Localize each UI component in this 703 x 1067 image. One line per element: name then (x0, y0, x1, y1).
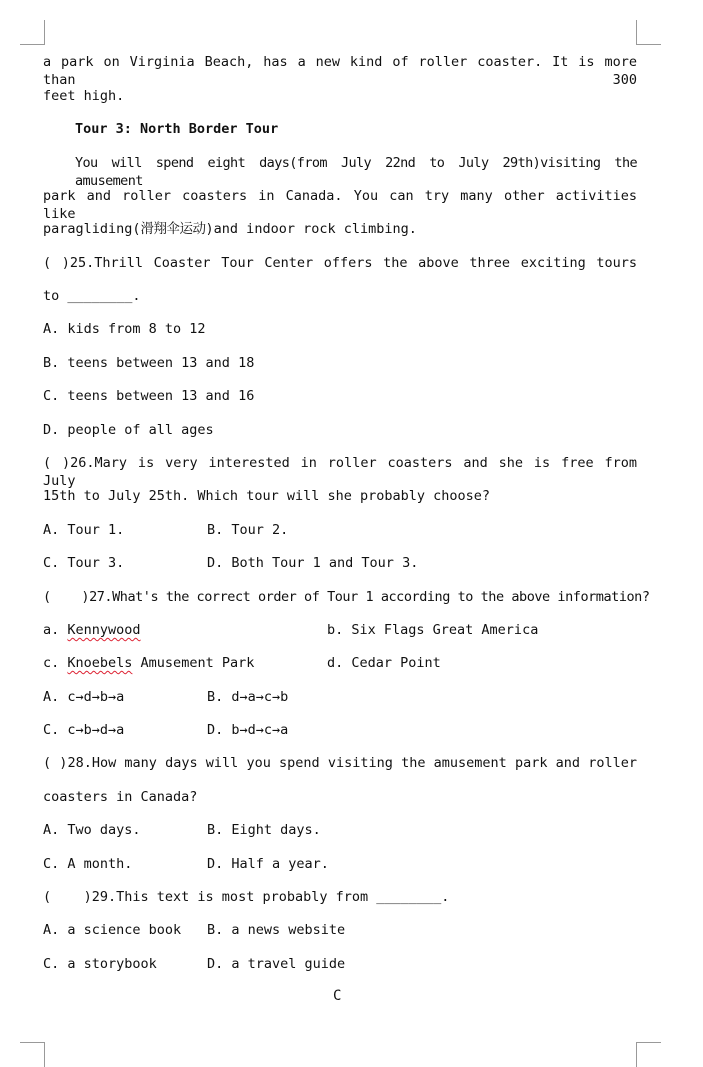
q28-stem-line-2: coasters in Canada? (43, 789, 198, 805)
q26-stem-line-2: 15th to July 25th. Which tour will she probably choose? (43, 488, 491, 504)
q29-option-d: D. a travel guide (207, 956, 346, 972)
tour-3-heading: Tour 3: North Border Tour (75, 121, 279, 137)
chinese-gloss: 滑翔伞运动 (140, 221, 206, 237)
q27-item-c-name: Knoebels (67, 655, 133, 671)
q27-item-b: b. Six Flags Great America (327, 622, 539, 638)
q27-option-c: C. c→b→d→a (43, 722, 125, 738)
q28-option-c: C. A month. (43, 856, 133, 872)
q27-item-a-name: Kennywood (67, 622, 141, 638)
crop-mark-bottom-right (636, 1042, 661, 1067)
page-mark: C (333, 988, 342, 1004)
q27-item-c-rest: Amusement Park (132, 655, 255, 671)
crop-mark-top-left (20, 20, 45, 45)
passage-line-2: feet high. (43, 88, 125, 104)
q27-item-row-1 (43, 621, 539, 639)
q25-option-a: A. kids from 8 to 12 (43, 321, 206, 337)
q28-option-row-2 (43, 855, 329, 873)
passage-line-1: a park on Virginia Beach, has a new kind of roller coaster. It is more than 300 (43, 54, 637, 88)
q27-stem: ( )27.What's the correct order of Tour 1 according to the above information? (43, 589, 650, 605)
crop-mark-top-right (636, 20, 661, 45)
q26-option-a: A. Tour 1. (43, 522, 125, 538)
q27-item-d: d. Cedar Point (327, 655, 441, 671)
q29-option-c: C. a storybook (43, 956, 157, 972)
q29-option-b: B. a news website (207, 922, 346, 938)
q27-item-c (43, 655, 254, 671)
q27-item-a-prefix: a. (43, 622, 68, 638)
q28-option-row-1 (43, 821, 321, 839)
q27-option-b: B. d→a→c→b (207, 689, 289, 705)
q26-option-c: C. Tour 3. (43, 555, 125, 571)
q25-option-d: D. people of all ages (43, 422, 214, 438)
q28-stem-line-1: ( )28.How many days will you spend visiting the amusement park and roller (43, 755, 637, 771)
q27-item-c-prefix: c. (43, 655, 68, 671)
passage-line-4: park and roller coasters in Canada. You can try many other activities like (43, 188, 637, 222)
q27-option-row-2 (43, 721, 289, 739)
q29-option-a: A. a science book (43, 922, 182, 938)
passage-line-5-end: )and indoor rock climbing. (205, 221, 417, 237)
passage-line-5 (43, 220, 417, 238)
q25-option-c: C. teens between 13 and 16 (43, 388, 255, 404)
q27-item-a (43, 622, 141, 638)
passage-line-3: You will spend eight days(from July 22nd to July 29th)visiting the amusement (75, 155, 637, 189)
q27-option-row-1 (43, 688, 289, 706)
crop-mark-bottom-left (20, 1042, 45, 1067)
q25-option-b: B. teens between 13 and 18 (43, 355, 255, 371)
q26-option-d: D. Both Tour 1 and Tour 3. (207, 555, 419, 571)
q25-stem-line-1: ( )25.Thrill Coaster Tour Center offers the above three exciting tours (43, 255, 637, 271)
q28-option-a: A. Two days. (43, 822, 141, 838)
q29-option-row-1 (43, 921, 346, 939)
q28-option-d: D. Half a year. (207, 856, 329, 872)
q27-option-a: A. c→d→b→a (43, 689, 125, 705)
q26-option-b: B. Tour 2. (207, 522, 289, 538)
q26-option-row-1 (43, 521, 289, 539)
q28-option-b: B. Eight days. (207, 822, 321, 838)
q26-stem-line-1: ( )26.Mary is very interested in roller coasters and she is free from July (43, 455, 637, 489)
q29-option-row-2 (43, 955, 346, 973)
q26-option-row-2 (43, 554, 419, 572)
q27-item-row-2 (43, 654, 441, 672)
passage-line-5-start: paragliding( (43, 221, 141, 237)
q27-option-d: D. b→d→c→a (207, 722, 289, 738)
q25-stem-line-2: to ________. (43, 288, 141, 304)
q29-stem: ( )29.This text is most probably from ________. (43, 889, 450, 905)
